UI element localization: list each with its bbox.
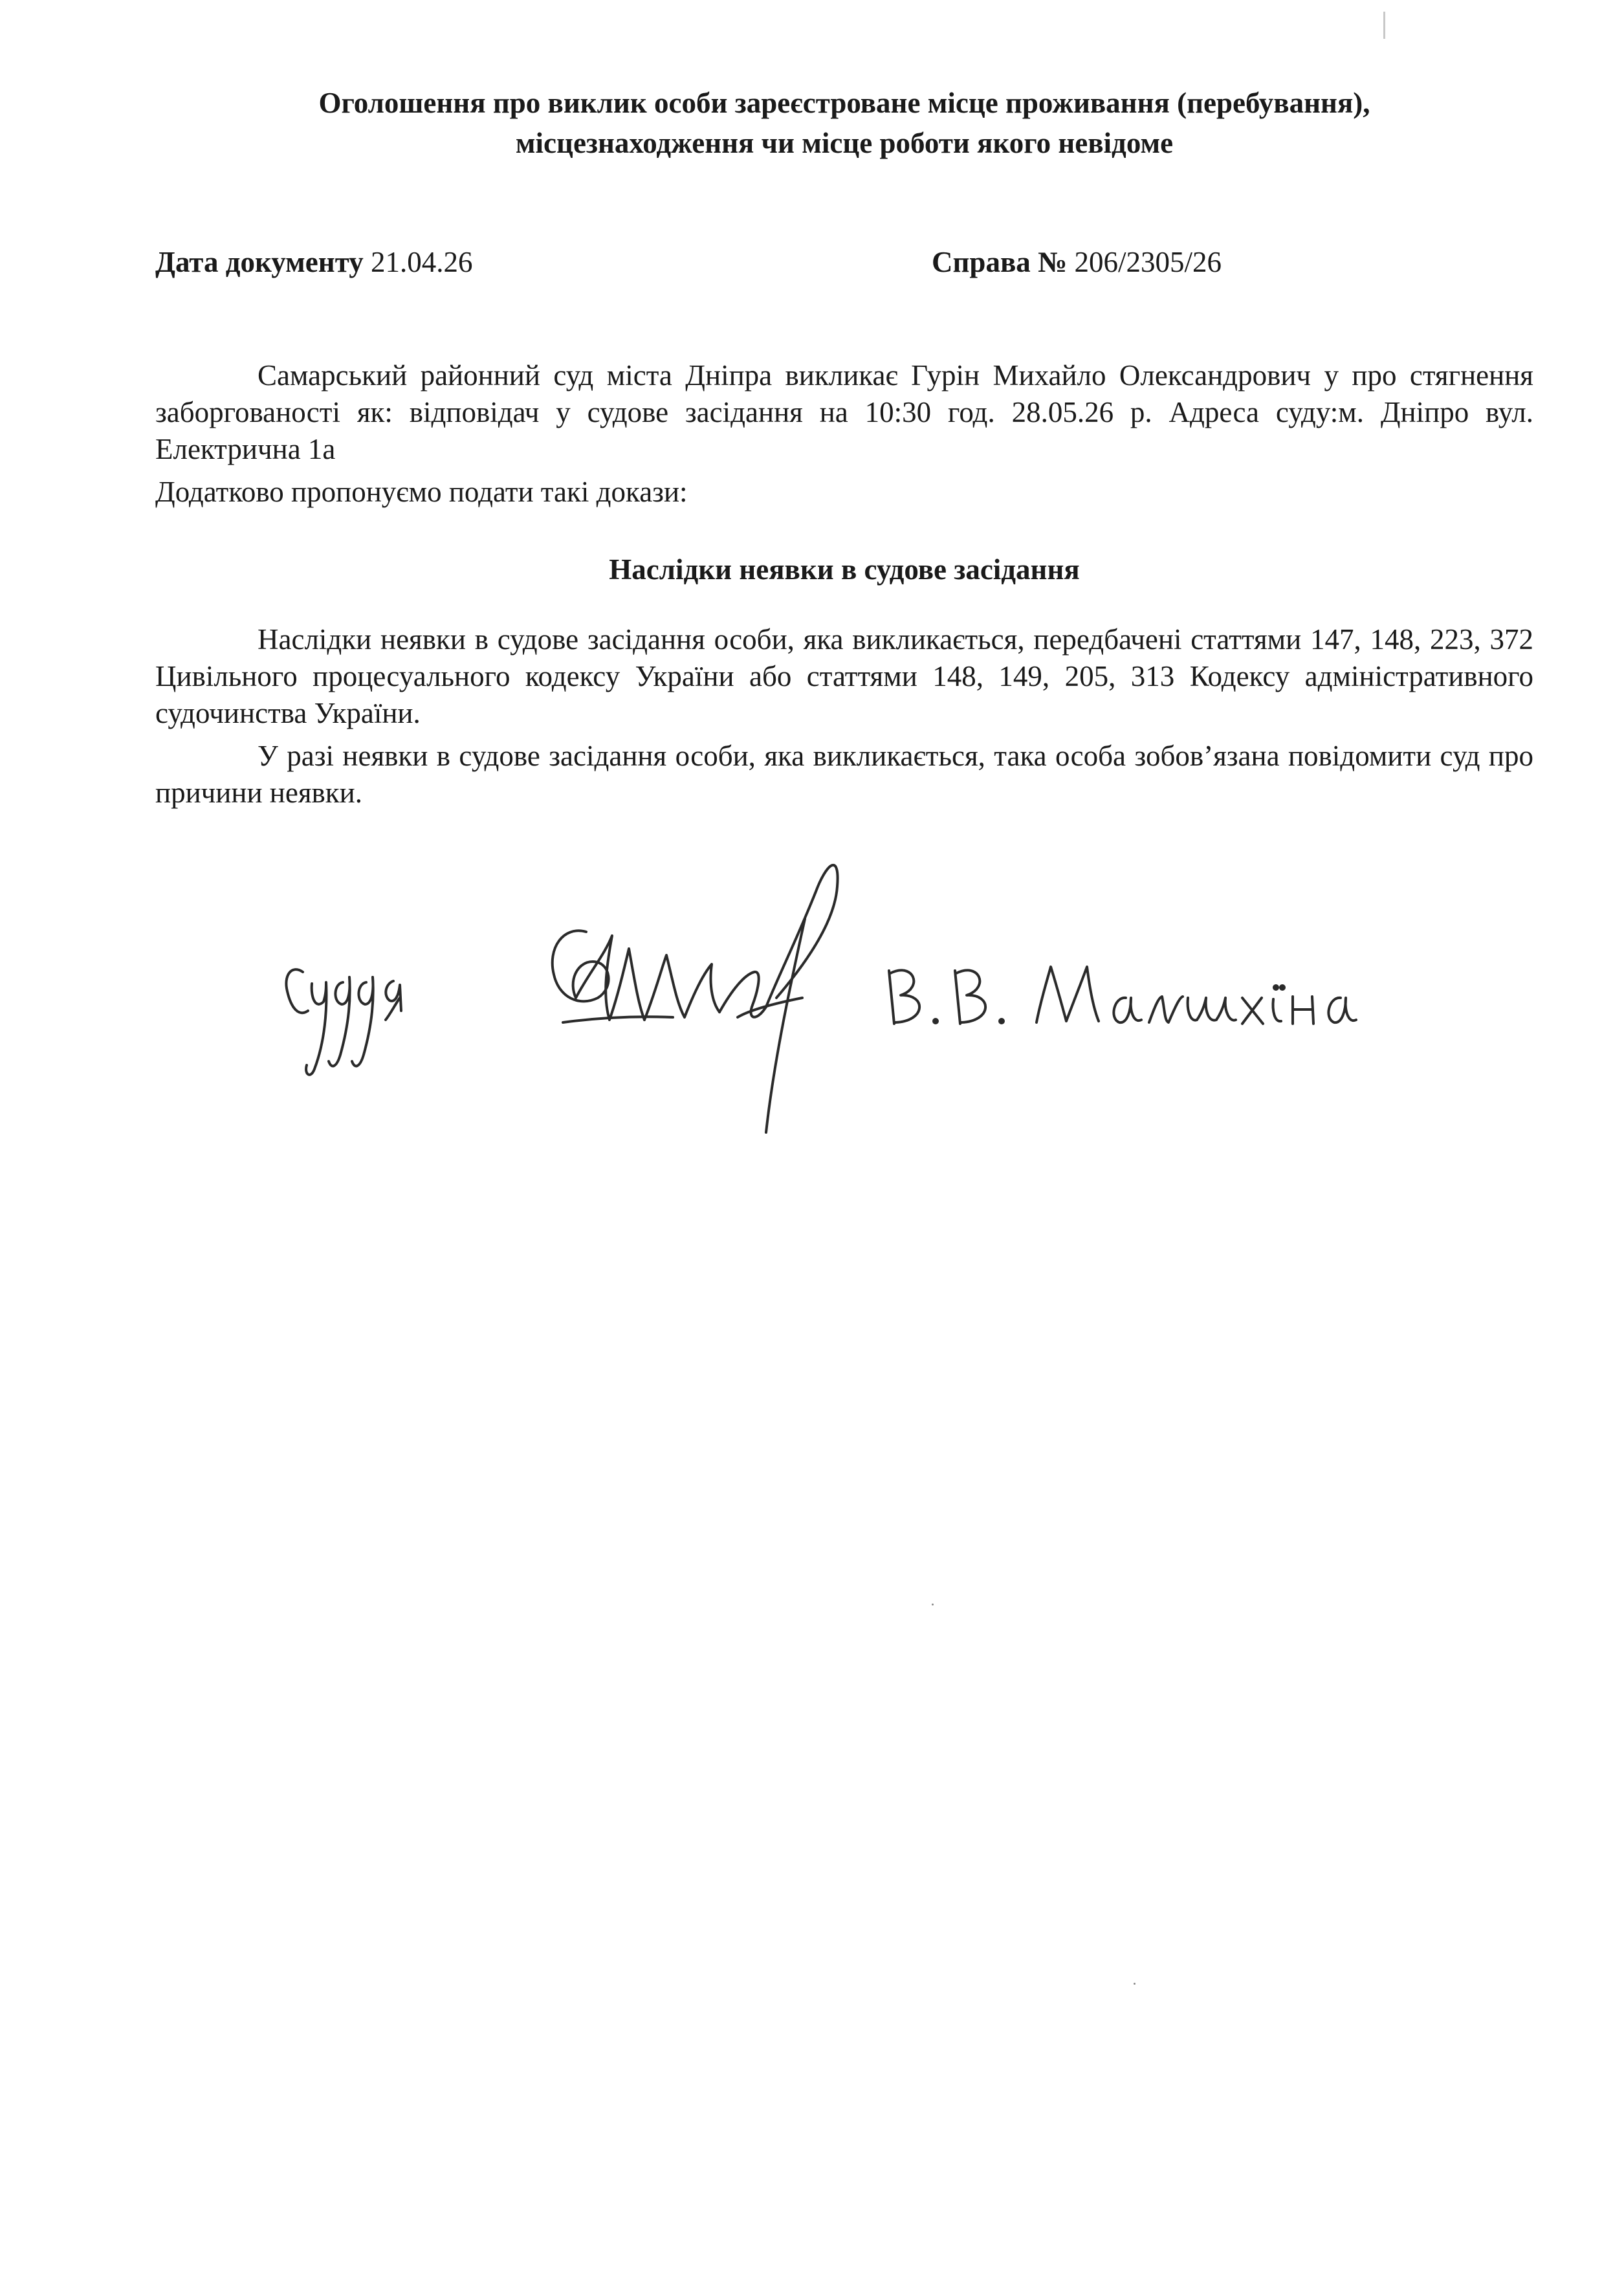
case-number	[932, 243, 1222, 281]
signature-block	[0, 828, 1624, 1191]
scan-speck	[1134, 1983, 1136, 1985]
case-label: Справа №	[932, 246, 1068, 278]
consequences-heading: Наслідки неявки в судове засідання	[609, 553, 1080, 586]
consequences-text: Наслідки неявки в судове засідання особи, яка викликається, передбачені статтями 147, 148, 223, 372 Цивільного процесуального кодексу України або статтями 148, 149, 205, 313 Кодексу адміністративного судочинства України.	[155, 623, 1533, 729]
extra-evidence-line: Додатково пропонуємо подати такі докази:	[155, 476, 688, 508]
summons-paragraph	[155, 357, 1533, 468]
scan-speck	[932, 1604, 934, 1605]
document-date	[155, 243, 472, 281]
document-title	[155, 83, 1533, 163]
handwritten-signature	[0, 828, 1624, 1191]
case-value: 206/2305/26	[1074, 246, 1222, 278]
scan-edge-mark	[1383, 12, 1385, 39]
summons-text: Самарський районний суд міста Дніпра викликає Гурін Михайло Олександрович у про стягнення заборгованості як: відповідач у судове засідання на 10:30 год. 28.05.26 р. Адреса суду:м. Дніпро вул. Електрична 1а	[155, 359, 1533, 465]
handwritten-judge-name	[889, 967, 1356, 1024]
consequences-paragraph	[155, 621, 1533, 732]
date-value: 21.04.26	[370, 246, 473, 278]
handwritten-role-judge	[286, 969, 401, 1075]
title-line-2: місцезнаходження чи місце роботи якого невідоме	[515, 127, 1174, 159]
notify-paragraph	[155, 738, 1533, 811]
title-line-1: Оголошення про виклик особи зареєстроване місце проживання (перебування),	[318, 87, 1370, 119]
signature-scribble	[553, 865, 838, 1132]
notify-text: У разі неявки в судове засідання особи, яка викликається, така особа зобов’язана повідомити суд про причини неявки.	[155, 740, 1533, 809]
date-label: Дата документу	[155, 246, 364, 278]
